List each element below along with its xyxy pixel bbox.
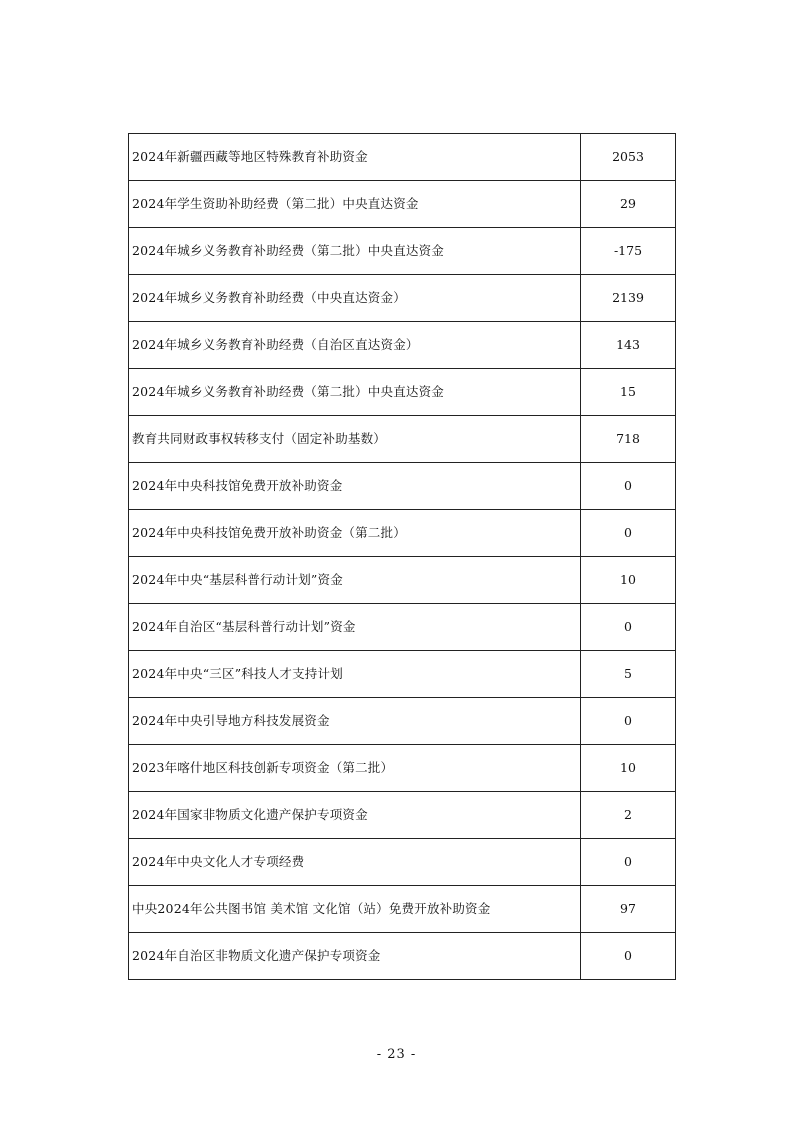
fund-amount-cell: 2053 (581, 134, 676, 181)
fund-amount-cell: 10 (581, 557, 676, 604)
table-row (129, 369, 676, 416)
fund-name-cell: 2024年城乡义务教育补助经费（自治区直达资金） (129, 322, 581, 369)
fund-amount-cell: 15 (581, 369, 676, 416)
fund-name-cell: 2024年中央引导地方科技发展资金 (129, 698, 581, 745)
fund-amount-cell: 10 (581, 745, 676, 792)
fund-name-cell: 2023年喀什地区科技创新专项资金（第二批） (129, 745, 581, 792)
fund-amount-cell: 29 (581, 181, 676, 228)
table-row (129, 604, 676, 651)
fund-name-cell: 中央2024年公共图书馆 美术馆 文化馆（站）免费开放补助资金 (129, 886, 581, 933)
page-number: - 23 - (376, 1047, 417, 1062)
table-row (129, 228, 676, 275)
fund-amount-cell: 143 (581, 322, 676, 369)
table-row (129, 557, 676, 604)
fund-name-cell: 教育共同财政事权转移支付（固定补助基数） (129, 416, 581, 463)
table-row (129, 134, 676, 181)
table-row (129, 416, 676, 463)
fund-name-cell: 2024年中央科技馆免费开放补助资金（第二批） (129, 510, 581, 557)
fund-name-cell: 2024年城乡义务教育补助经费（第二批）中央直达资金 (129, 228, 581, 275)
table-row (129, 463, 676, 510)
fund-amount-cell: 0 (581, 698, 676, 745)
fund-name-cell: 2024年中央文化人才专项经费 (129, 839, 581, 886)
fund-amount-cell: -175 (581, 228, 676, 275)
fund-name-cell: 2024年中央“基层科普行动计划”资金 (129, 557, 581, 604)
fund-amount-cell: 2139 (581, 275, 676, 322)
fund-amount-cell: 0 (581, 839, 676, 886)
table-row (129, 322, 676, 369)
table-row (129, 886, 676, 933)
table-row (129, 275, 676, 322)
table-row (129, 651, 676, 698)
fund-name-cell: 2024年自治区“基层科普行动计划”资金 (129, 604, 581, 651)
fund-name-cell: 2024年中央科技馆免费开放补助资金 (129, 463, 581, 510)
fund-amount-cell: 0 (581, 604, 676, 651)
funding-table (128, 133, 676, 980)
fund-name-cell: 2024年中央“三区”科技人才支持计划 (129, 651, 581, 698)
fund-amount-cell: 0 (581, 933, 676, 980)
table-row (129, 745, 676, 792)
funding-table-body (129, 134, 676, 980)
table-row (129, 792, 676, 839)
table-row (129, 933, 676, 980)
fund-name-cell: 2024年学生资助补助经费（第二批）中央直达资金 (129, 181, 581, 228)
table-row (129, 839, 676, 886)
table-row (129, 510, 676, 557)
fund-name-cell: 2024年新疆西藏等地区特殊教育补助资金 (129, 134, 581, 181)
fund-amount-cell: 0 (581, 510, 676, 557)
table-row (129, 698, 676, 745)
fund-amount-cell: 97 (581, 886, 676, 933)
fund-name-cell: 2024年城乡义务教育补助经费（第二批）中央直达资金 (129, 369, 581, 416)
fund-amount-cell: 2 (581, 792, 676, 839)
fund-name-cell: 2024年城乡义务教育补助经费（中央直达资金） (129, 275, 581, 322)
fund-amount-cell: 0 (581, 463, 676, 510)
table-row (129, 181, 676, 228)
fund-amount-cell: 5 (581, 651, 676, 698)
fund-amount-cell: 718 (581, 416, 676, 463)
fund-name-cell: 2024年国家非物质文化遗产保护专项资金 (129, 792, 581, 839)
fund-name-cell: 2024年自治区非物质文化遗产保护专项资金 (129, 933, 581, 980)
